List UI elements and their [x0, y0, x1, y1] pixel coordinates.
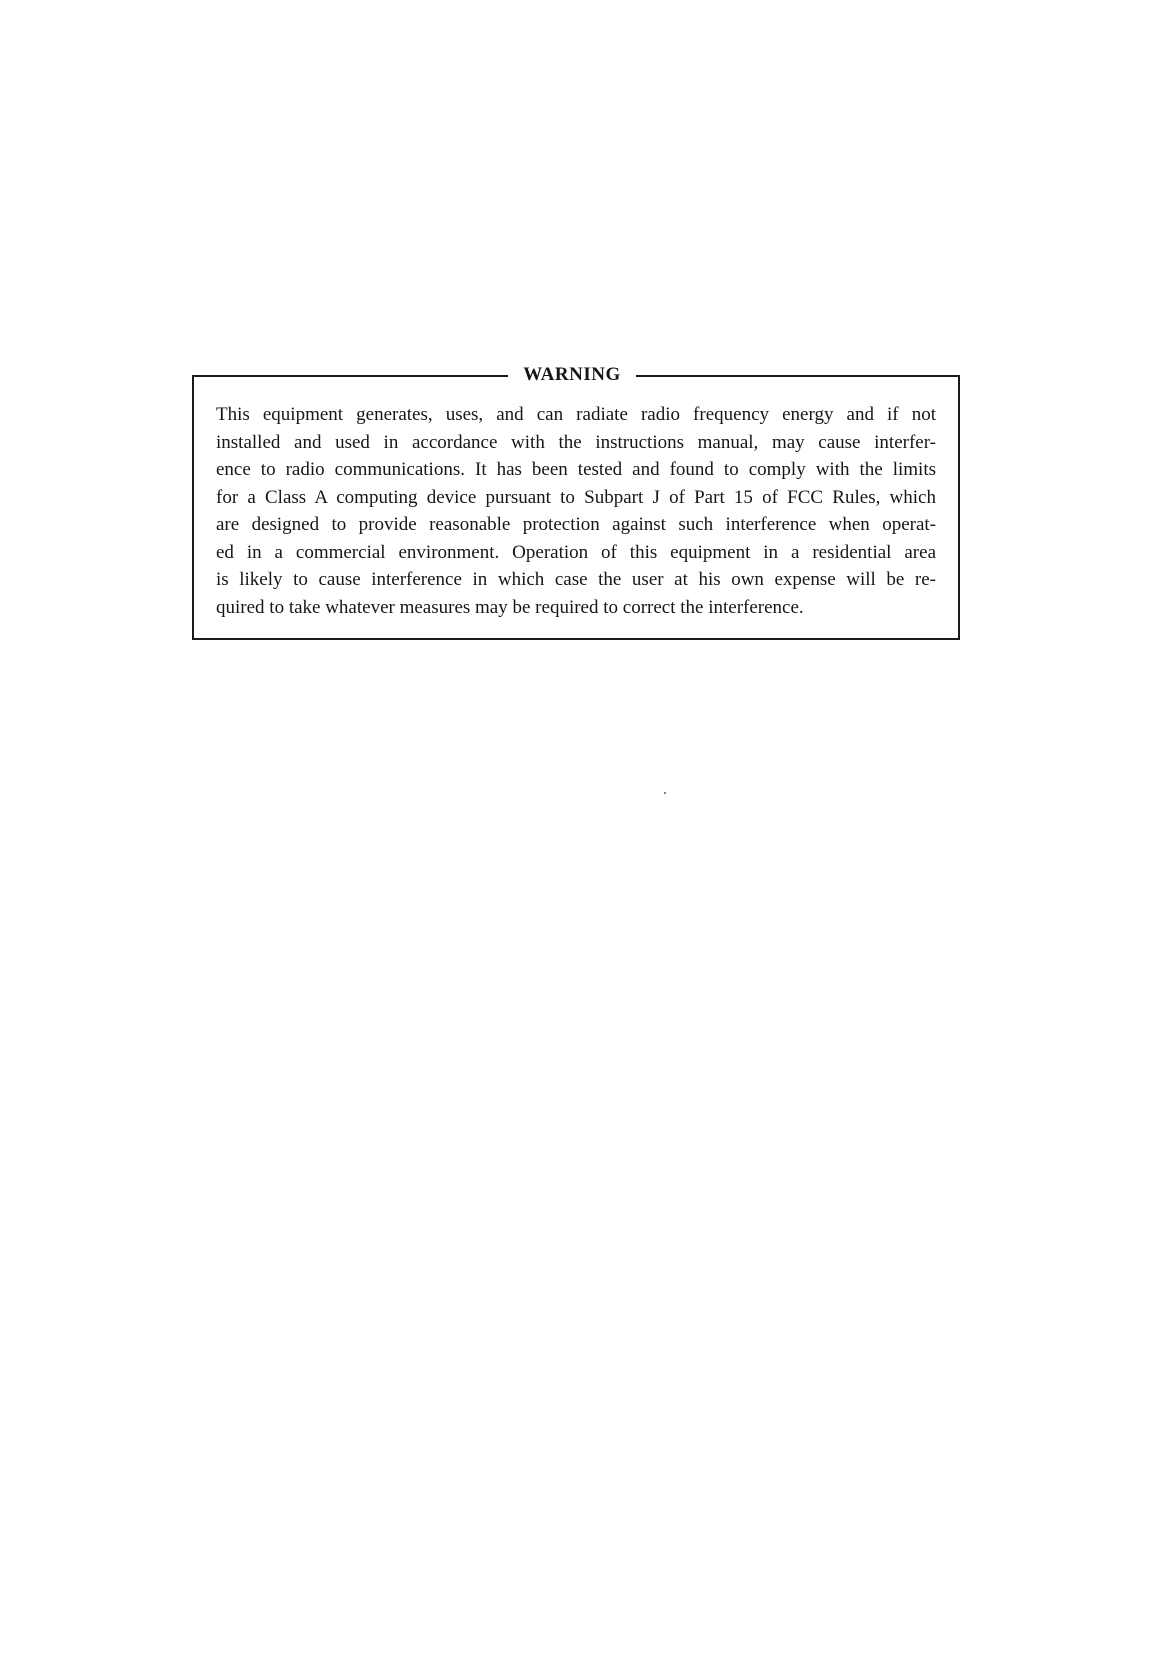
warning-body — [216, 401, 936, 621]
warning-top-rule-left — [192, 375, 508, 377]
warning-line: ence to radio communications. It has been tested and found to comply with the limits — [216, 459, 936, 480]
warning-line: installed and used in accordance with the instructions manual, may cause interfer- — [216, 431, 936, 453]
scan-speck — [664, 792, 666, 794]
warning-line: for a Class A computing device pursuant to Subpart J of Part 15 of FCC Rules, which — [216, 486, 936, 508]
warning-line: ed in a commercial environment. Operation of this equipment in a residential area — [216, 541, 936, 563]
warning-line: This equipment generates, uses, and can radiate radio frequency energy and if not — [216, 404, 936, 425]
warning-title: WARNING — [523, 364, 621, 385]
warning-line: are designed to provide reasonable protection against such interference when operat- — [216, 514, 936, 535]
warning-line: is likely to cause interference in which case the user at his own expense will be re- — [216, 569, 936, 590]
warning-line: quired to take whatever measures may be required to correct the interference. — [216, 596, 804, 618]
warning-top-rule-right — [636, 375, 960, 377]
